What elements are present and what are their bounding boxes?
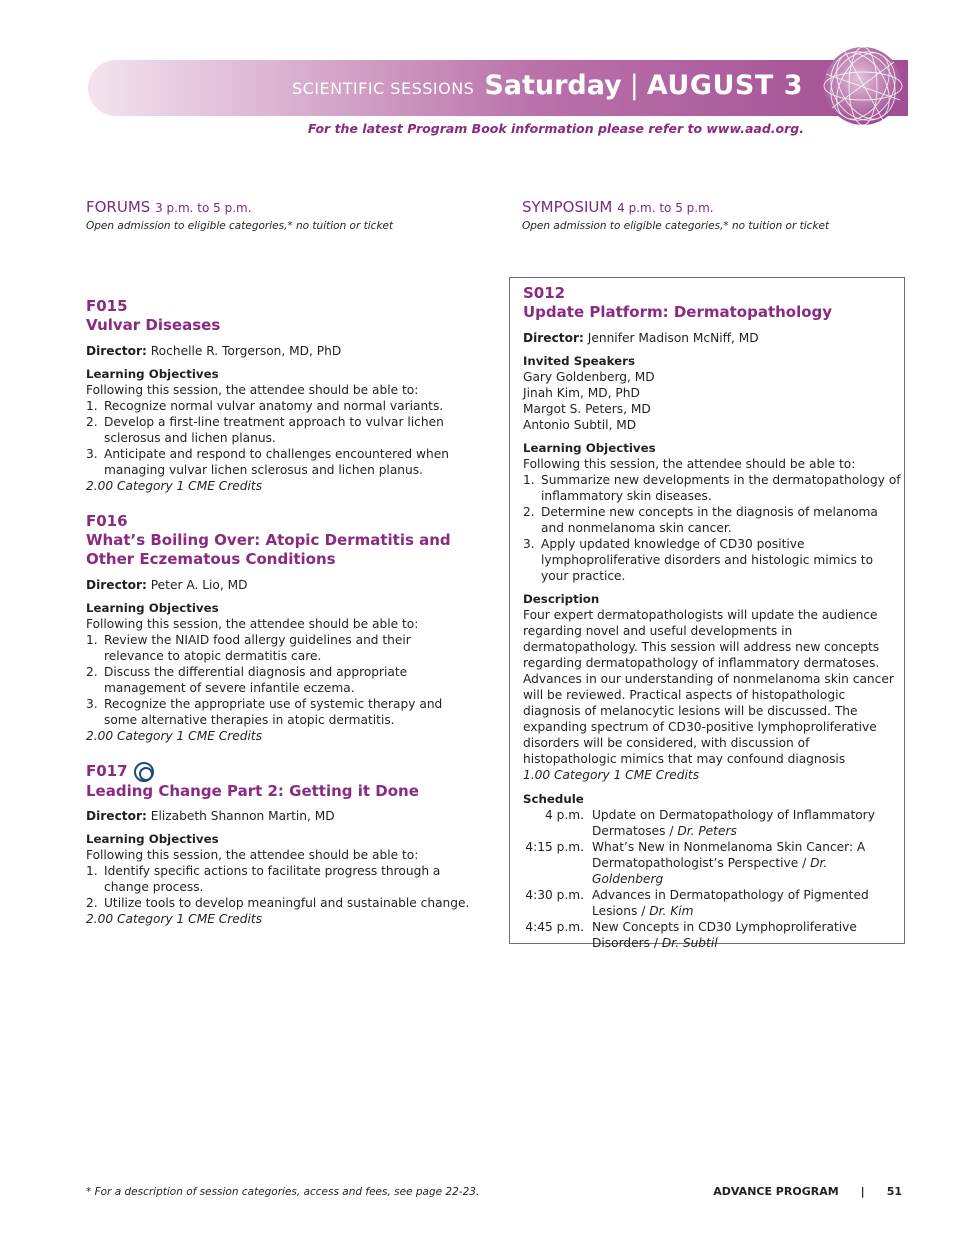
director-label: Director: [523,330,584,345]
talk-title: Update on Dermatopathology of Inflammatory Dermatoses / [592,807,875,838]
item-text: Recognize normal vulvar anatomy and normal variants. [104,398,444,413]
director-name: Jennifer Madison McNiff, MD [587,330,759,345]
item-text: Anticipate and respond to challenges encountered when managing vulvar lichen sclerosus and lichen planus. [104,446,449,477]
schedule-label: Schedule [523,791,584,806]
sessions-label: SCIENTIFIC SESSIONS [292,79,475,98]
objectives-list [86,632,471,728]
session-director [86,808,471,824]
cme-credits: 2.00 Category 1 CME Credits [86,728,263,743]
item-number: 1. [86,864,98,878]
session-code: F015 [86,297,128,315]
cme-credits: 2.00 Category 1 CME Credits [86,478,263,493]
item-number: 3. [86,696,98,711]
schedule-time: 4:15 p.m. [525,839,584,854]
forums-admission: Open admission to eligible categories,* no tuition or ticket [86,220,394,232]
schedule-row [523,807,901,839]
symposium-heading-block [522,198,829,232]
session-title: Update Platform: Dermatopathology [523,303,833,321]
session-director [523,330,901,346]
item-number: 2. [86,664,98,679]
director-label: Director: [86,577,147,592]
director-name: Elizabeth Shannon Martin, MD [150,809,335,823]
list-item [86,632,471,664]
footnote: * For a description of session categories, access and fees, see page 22-23. [86,1186,480,1198]
talk-speaker: Dr. Goldenberg [592,855,828,886]
program-name: ADVANCE PROGRAM [713,1185,839,1198]
symposium-box [509,277,905,950]
objectives-label: Learning Objectives [86,366,219,381]
item-number: 2. [523,504,535,519]
session-code: S012 [523,284,566,302]
program-notice: For the latest Program Book information please refer to www.aad.org. [307,121,804,136]
schedule-time: 4 p.m. [545,807,584,822]
banner-date: AUGUST 3 [646,70,803,101]
list-item [86,696,471,728]
item-text: Develop a first-line treatment approach to vulvar lichen sclerosus and lichen planus. [104,414,444,445]
talk-title: New Concepts in CD30 Lymphoproliferative Disorders / [592,919,857,950]
session-director [86,343,471,359]
session-title: Vulvar Diseases [86,316,221,334]
session-f016 [86,512,471,744]
schedule-talk [592,807,901,839]
symposium-time: 4 p.m. to 5 p.m. [617,201,714,215]
speaker-item: Margot S. Peters, MD [523,401,651,416]
objectives-list [86,863,471,911]
cme-credits: 1.00 Category 1 CME Credits [523,767,700,782]
schedule-row [523,919,901,951]
speaker-item: Gary Goldenberg, MD [523,369,655,384]
item-number: 2. [86,896,98,910]
item-number: 1. [523,472,535,487]
description-text: Four expert dermatopathologists will update the audience regarding novel and useful developments in dermatopathology. This session will address new concepts regarding dermatopathology of inflammatory dermatoses. Advances in our understanding of nonmelanoma skin cancer will be reviewed. Practical aspects of histopathologic diagnosis of melanocytic lesions will be discussed. The expanding spectrum of CD30-positive lymphoproliferative disorders will be considered, with discussion of histopathologic mimics that may confound diagnosis [523,607,894,766]
session-code: F016 [86,511,128,530]
objectives-intro: Following this session, the attendee should be able to: [86,848,419,862]
list-item [86,895,471,911]
page-number: 51 [886,1185,902,1198]
objectives-label: Learning Objectives [523,440,656,455]
session-title: Leading Change Part 2: Getting it Done [86,781,419,800]
list-item [523,536,901,584]
objectives-list [523,472,901,584]
director-label: Director: [86,809,147,823]
item-text: Determine new concepts in the diagnosis of melanoma and nonmelanoma skin cancer. [541,504,878,535]
item-text: Identify specific actions to facilitate progress through a change process. [104,864,441,894]
forums-column [86,297,471,945]
footer-separator: | [860,1185,865,1198]
talk-speaker: Dr. Peters [677,823,737,838]
item-number: 1. [86,632,98,647]
session-f015 [86,297,471,494]
header-banner [88,60,908,116]
schedule-time: 4:30 p.m. [525,887,584,902]
globe-logo-icon [822,44,904,128]
item-text: Apply updated knowledge of CD30 positive lymphoproliferative disorders and histologic mimics to your practice. [541,536,874,583]
symposium-admission: Open admission to eligible categories,* no tuition or ticket [522,220,830,232]
symposium-column [523,284,901,951]
list-item [86,446,471,478]
forums-heading-block [86,198,393,232]
director-name: Peter A. Lio, MD [150,577,248,592]
item-text: Utilize tools to develop meaningful and sustainable change. [104,896,470,910]
symposium-heading: SYMPOSIUM [522,198,613,216]
objectives-list [86,398,471,478]
item-number: 1. [86,398,98,413]
item-number: 2. [86,414,98,429]
item-text: Summarize new developments in the dermatopathology of inflammatory skin diseases. [541,472,901,503]
session-code: F017 [86,762,128,780]
objectives-label: Learning Objectives [86,600,219,615]
list-item [86,414,471,446]
schedule-talk [592,839,901,887]
banner-separator: | [629,70,639,101]
item-text: Discuss the differential diagnosis and appropriate management of severe infantile eczema. [104,664,408,695]
item-text: Recognize the appropriate use of systemic therapy and some alternative therapies in atopic dermatitis. [104,696,443,727]
leadership-badge-icon [134,762,154,782]
description-label: Description [523,591,600,606]
speaker-item: Antonio Subtil, MD [523,417,637,432]
objectives-intro: Following this session, the attendee should be able to: [523,456,856,471]
list-item [86,664,471,696]
schedule-time: 4:45 p.m. [525,919,584,934]
talk-title: What’s New in Nonmelanoma Skin Cancer: A Dermatopathologist’s Perspective / [592,839,866,870]
schedule-talk [592,919,901,951]
list-item [523,504,901,536]
cme-credits: 2.00 Category 1 CME Credits [86,912,263,926]
talk-speaker: Dr. Kim [649,903,694,918]
session-director [86,577,471,593]
forums-heading: FORUMS [86,198,151,216]
talk-speaker: Dr. Subtil [661,935,718,950]
schedule-row [523,839,901,887]
banner-day: Saturday [484,70,622,101]
page-footer [713,1185,902,1198]
item-number: 3. [523,536,535,551]
talk-title: Advances in Dermatopathology of Pigmented Lesions / [592,887,869,918]
banner-title [292,70,803,106]
objectives-intro: Following this session, the attendee should be able to: [86,616,419,631]
item-number: 3. [86,446,98,461]
speakers-label: Invited Speakers [523,353,635,368]
list-item [86,863,471,895]
session-code-row [86,762,471,782]
schedule-talk [592,887,901,919]
speaker-item: Jinah Kim, MD, PhD [523,385,640,400]
session-f017 [86,762,471,928]
session-title: What’s Boiling Over: Atopic Dermatitis and Other Eczematous Conditions [86,530,451,568]
schedule-row [523,887,901,919]
forums-time: 3 p.m. to 5 p.m. [155,201,252,215]
objectives-intro: Following this session, the attendee should be able to: [86,382,419,397]
item-text: Review the NIAID food allergy guidelines and their relevance to atopic dermatitis care. [104,632,411,663]
list-item [86,398,471,414]
list-item [523,472,901,504]
objectives-label: Learning Objectives [86,832,219,846]
director-name: Rochelle R. Torgerson, MD, PhD [150,343,342,358]
director-label: Director: [86,343,147,358]
